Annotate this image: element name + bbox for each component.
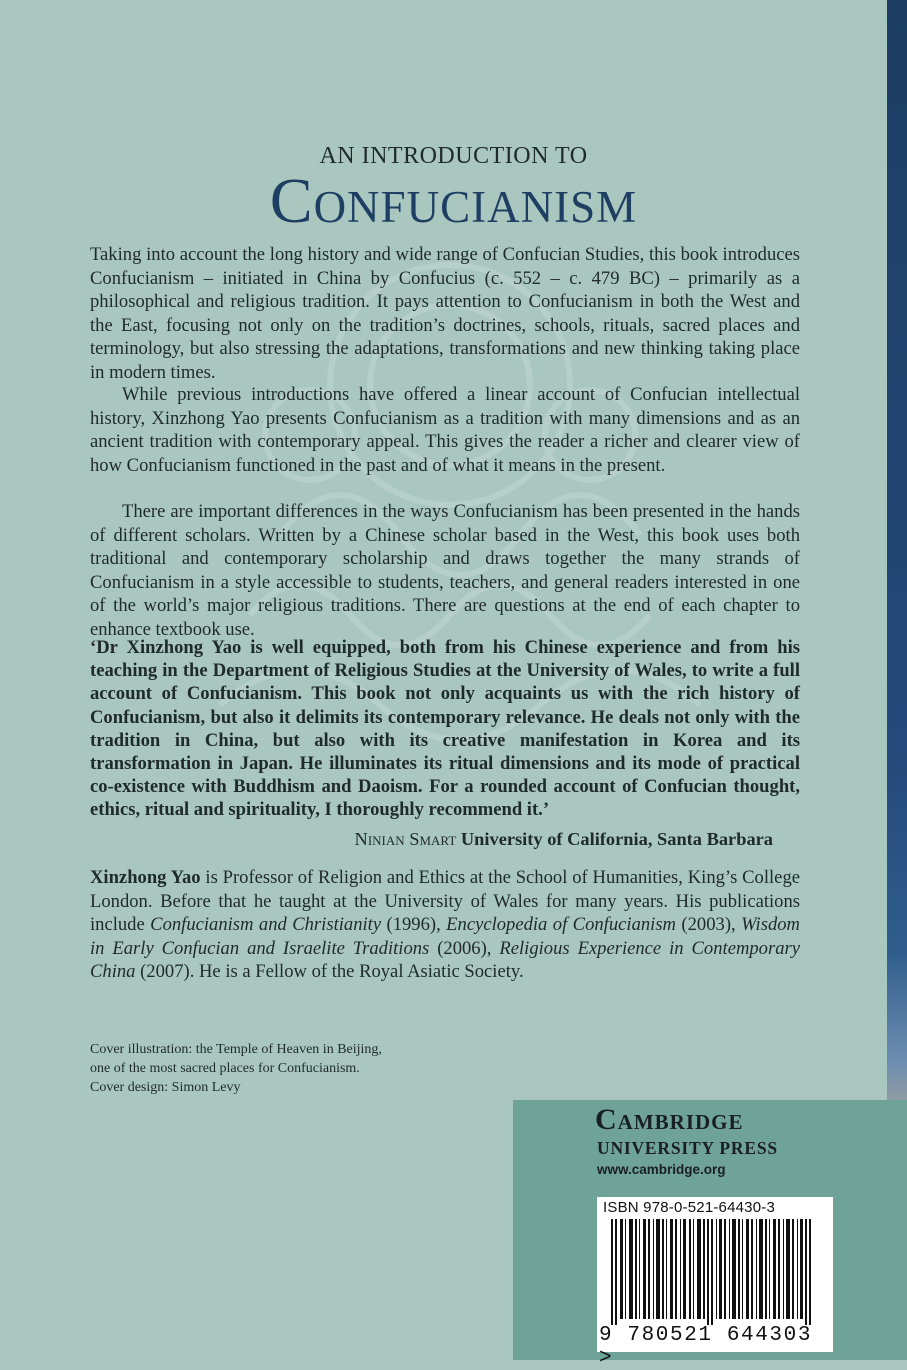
barcode-icon xyxy=(603,1219,827,1325)
illustration-credit-line-1: Cover illustration: the Temple of Heaven in Beijing, xyxy=(90,1042,382,1057)
endorser-name: Ninian Smart xyxy=(354,829,457,849)
publication-title: Encyclopedia of Confucianism xyxy=(446,914,676,935)
barcode-box xyxy=(597,1197,833,1370)
author-bio: Xinzhong Yao is Professor of Religion and Ethics at the School of Humanities, King’s College London. Before that he taught at the University of Wales for many years. His publications include Confucianism and Christianity (1996), Encyclopedia of Confucianism (2003), Wisdom in Early Confucian and Israelite Traditions (2006), Religious Experience in Contemporary China (2007). He is a Fellow of the Royal Asiatic Society. xyxy=(90,867,800,982)
publisher-url: www.cambridge.org xyxy=(597,1162,726,1177)
publication-title: Religious Experience in Contemporary China xyxy=(90,937,800,982)
description-paragraph-3: There are important differences in the ways Confucianism has been presented in the hands of different scholars. Written by a Chinese scholar based in the West, this book uses both traditional and contemporary scholarship and draws together the many strands of Confucianism in a style accessible to students, teachers, and general readers interested in one of the world’s major religious traditions. There are questions at the end of each chapter to enhance textbook use. xyxy=(90,501,800,640)
illustration-credit-line-2: one of the most sacred places for Confucianism. xyxy=(90,1061,360,1076)
publisher-name: Cambridge xyxy=(595,1103,744,1136)
endorser-affiliation: University of California, Santa Barbara xyxy=(460,829,773,849)
publisher-panel xyxy=(513,1100,907,1370)
design-credit: Cover design: Simon Levy xyxy=(90,1080,241,1095)
cover-credits xyxy=(90,1040,490,1097)
isbn-label: ISBN 978-0-521-64430-3 xyxy=(603,1199,776,1216)
publication-title: Confucianism and Christianity xyxy=(150,914,382,935)
book-title: Confucianism xyxy=(269,165,638,236)
endorsement-attribution xyxy=(355,829,773,850)
barcode-digits: 9 780521 644303 > xyxy=(599,1324,813,1370)
publication-title: Wisdom in Early Confucian and Israelite Traditions xyxy=(90,914,800,959)
author-name: Xinzhong Yao xyxy=(90,867,201,888)
endorsement-quote: ‘Dr Xinzhong Yao is well equipped, both from his Chinese experience and from his teaching in the Department of Religious Studies at the University of Wales, to write a full account of Confucianism. This book not only acquaints us with the rich history of Confucianism, but also it delimits its contemporary relevance. He deals not only with the tradition in China, but also with its creative manifestation in Korea and its transformation in Japan. He illuminates its ritual dimensions and its mode of practical co-existence with Buddhism and Daoism. For a rounded account of Confucian thought, ethics, ritual and spirituality, I thoroughly recommend it.’ xyxy=(90,637,800,821)
publisher-subtitle: UNIVERSITY PRESS xyxy=(597,1138,778,1158)
description-paragraph-1: Taking into account the long history and wide range of Confucian Studies, this book introduces Confucianism – initiated in China by Confucius (c. 552 – c. 479 BC) – primarily as a philosophical and religious tradition. It pays attention to Confucianism in both the West and the East, focusing not only on the tradition’s doctrines, schools, rituals, sacred places and terminology, but also stressing the adaptations, transformations and new thinking taking place in modern times. xyxy=(90,244,800,383)
description-paragraph-2: While previous introductions have offered a linear account of Confucian intellectual history, Xinzhong Yao presents Confucianism as a tradition with many dimensions and as an ancient tradition with contemporary appeal. This gives the reader a richer and clearer view of how Confucianism functioned in the past and of what it means in the present. xyxy=(90,384,800,476)
series-overtitle: AN INTRODUCTION TO xyxy=(319,143,588,169)
